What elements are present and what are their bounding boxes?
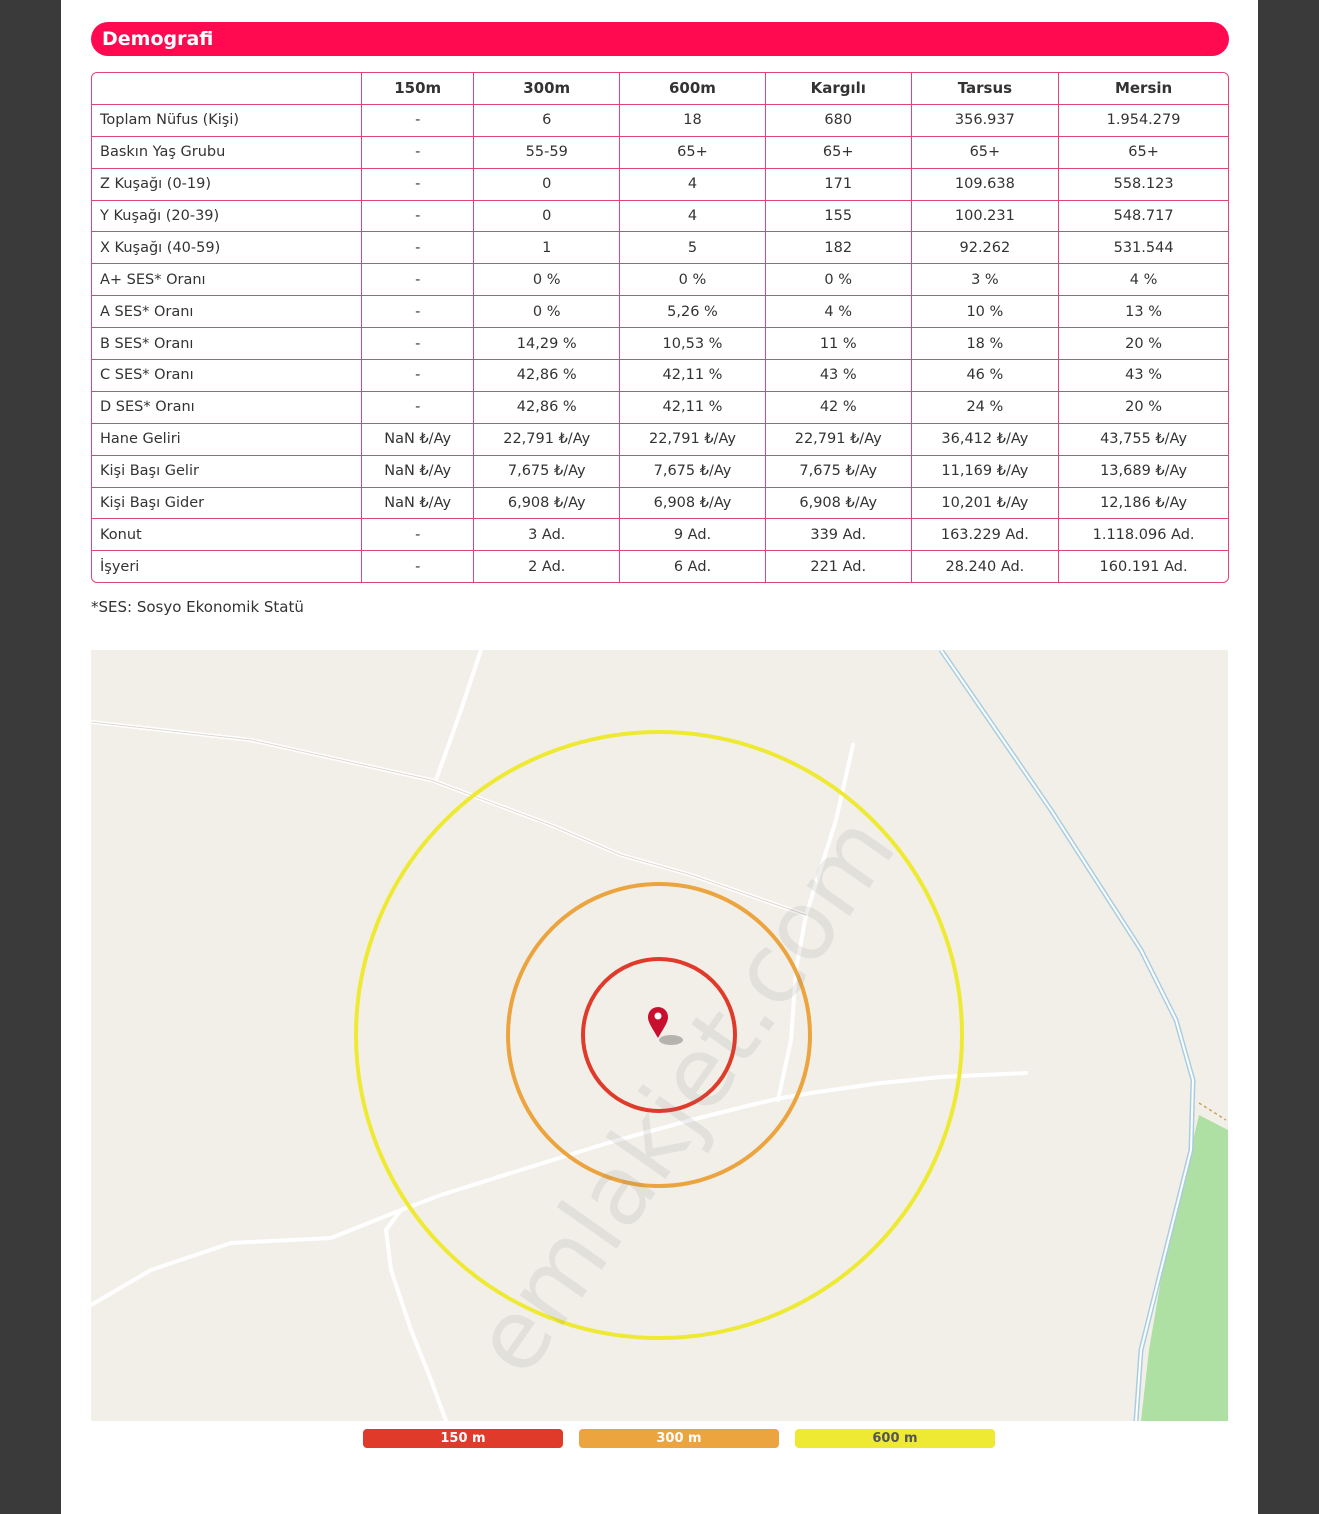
column-header-150m: 150m: [362, 73, 474, 105]
table-row: [92, 360, 1228, 392]
table-cell: 0 %: [474, 264, 620, 296]
table-cell: 65+: [1059, 137, 1228, 169]
table-cell: 65+: [766, 137, 912, 169]
table-cell: 680: [766, 105, 912, 137]
table-cell: 3 %: [912, 264, 1060, 296]
table-cell: -: [362, 232, 474, 264]
table-cell: 171: [766, 169, 912, 201]
table-cell: NaN ₺/Ay: [362, 488, 474, 520]
table-cell: NaN ₺/Ay: [362, 424, 474, 456]
table-cell: 356.937: [912, 105, 1060, 137]
table-row: [92, 232, 1228, 264]
map-canvas: [91, 650, 1228, 1421]
table-cell: 10,201 ₺/Ay: [912, 488, 1060, 520]
table-cell: 11 %: [766, 328, 912, 360]
radius-map[interactable]: [91, 650, 1228, 1421]
row-label: Kişi Başı Gelir: [92, 456, 362, 488]
table-cell: 14,29 %: [474, 328, 620, 360]
table-cell: 43 %: [1059, 360, 1228, 392]
table-row: [92, 328, 1228, 360]
row-label: Baskın Yaş Grubu: [92, 137, 362, 169]
table-cell: 10,53 %: [620, 328, 766, 360]
table-cell: 6,908 ₺/Ay: [474, 488, 620, 520]
column-header-mersin: Mersin: [1059, 73, 1228, 105]
table-cell: -: [362, 105, 474, 137]
table-row: [92, 519, 1228, 551]
table-cell: 13 %: [1059, 296, 1228, 328]
table-cell: -: [362, 360, 474, 392]
table-row: [92, 137, 1228, 169]
canal-line: [941, 650, 1193, 1421]
table-cell: 43,755 ₺/Ay: [1059, 424, 1228, 456]
table-cell: 22,791 ₺/Ay: [766, 424, 912, 456]
table-cell: 0 %: [766, 264, 912, 296]
table-cell: 6,908 ₺/Ay: [620, 488, 766, 520]
table-cell: 155: [766, 201, 912, 233]
table-cell: 46 %: [912, 360, 1060, 392]
table-row: [92, 169, 1228, 201]
column-header-300m: 300m: [474, 73, 620, 105]
table-cell: -: [362, 328, 474, 360]
roads: [91, 650, 1026, 1421]
table-cell: 12,186 ₺/Ay: [1059, 488, 1228, 520]
table-cell: 6: [474, 105, 620, 137]
table-cell: 42,11 %: [620, 360, 766, 392]
table-cell: 24 %: [912, 392, 1060, 424]
table-cell: 22,791 ₺/Ay: [474, 424, 620, 456]
table-cell: 36,412 ₺/Ay: [912, 424, 1060, 456]
table-row: [92, 201, 1228, 233]
table-cell: 0 %: [474, 296, 620, 328]
table-cell: 5: [620, 232, 766, 264]
row-label: İşyeri: [92, 551, 362, 582]
table-cell: 4: [620, 201, 766, 233]
table-row: [92, 456, 1228, 488]
table-cell: 100.231: [912, 201, 1060, 233]
row-label: C SES* Oranı: [92, 360, 362, 392]
legend-150m: 150 m: [363, 1429, 563, 1448]
table-cell: 221 Ad.: [766, 551, 912, 582]
column-header-kargili: Kargılı: [766, 73, 912, 105]
column-header-empty: [92, 73, 362, 105]
row-label: X Kuşağı (40-59): [92, 232, 362, 264]
table-cell: -: [362, 296, 474, 328]
table-cell: -: [362, 551, 474, 582]
table-cell: 13,689 ₺/Ay: [1059, 456, 1228, 488]
table-cell: -: [362, 519, 474, 551]
table-cell: 531.544: [1059, 232, 1228, 264]
table-cell: -: [362, 137, 474, 169]
demographics-table: [91, 72, 1229, 583]
table-row: [92, 392, 1228, 424]
row-label: Toplam Nüfus (Kişi): [92, 105, 362, 137]
table-cell: 0: [474, 169, 620, 201]
park-area: [1141, 1115, 1228, 1421]
table-cell: 4 %: [1059, 264, 1228, 296]
table-cell: 20 %: [1059, 392, 1228, 424]
table-cell: -: [362, 169, 474, 201]
row-label: B SES* Oranı: [92, 328, 362, 360]
table-header-row: [92, 73, 1228, 105]
table-cell: 7,675 ₺/Ay: [766, 456, 912, 488]
table-cell: NaN ₺/Ay: [362, 456, 474, 488]
table-cell: 182: [766, 232, 912, 264]
table-cell: 6,908 ₺/Ay: [766, 488, 912, 520]
table-row: [92, 264, 1228, 296]
table-cell: 9 Ad.: [620, 519, 766, 551]
row-label: Z Kuşağı (0-19): [92, 169, 362, 201]
table-cell: 160.191 Ad.: [1099, 558, 1188, 575]
row-label: Y Kuşağı (20-39): [92, 201, 362, 233]
table-cell: 1: [474, 232, 620, 264]
table-cell: 42,86 %: [474, 360, 620, 392]
table-cell: 20 %: [1059, 328, 1228, 360]
section-title-demografi: Demografi: [91, 22, 1229, 56]
table-cell: 42,86 %: [474, 392, 620, 424]
row-label: Konut: [92, 519, 362, 551]
watermark-text: emlakjet.com: [451, 795, 918, 1395]
table-cell: 10 %: [912, 296, 1060, 328]
table-row: [92, 296, 1228, 328]
table-cell: 7,675 ₺/Ay: [474, 456, 620, 488]
table-cell: 28.240 Ad.: [912, 551, 1060, 582]
table-cell: 65+: [620, 137, 766, 169]
table-row: [92, 424, 1228, 456]
ses-footnote: *SES: Sosyo Ekonomik Statü: [91, 598, 304, 616]
table-cell: 1.118.096 Ad.: [1059, 519, 1228, 551]
table-cell: 4 %: [766, 296, 912, 328]
table-cell: 109.638: [912, 169, 1060, 201]
row-label: Hane Geliri: [92, 424, 362, 456]
table-cell: 3 Ad.: [474, 519, 620, 551]
table-row: [92, 551, 1228, 582]
table-cell: 558.123: [1059, 169, 1228, 201]
table-cell: 0 %: [620, 264, 766, 296]
table-cell: 548.717: [1059, 201, 1228, 233]
location-marker-icon: [648, 1007, 683, 1045]
row-label: D SES* Oranı: [92, 392, 362, 424]
column-header-tarsus: Tarsus: [912, 73, 1060, 105]
row-label: Kişi Başı Gider: [92, 488, 362, 520]
table-cell: 4: [620, 169, 766, 201]
table-cell: 163.229 Ad.: [912, 519, 1060, 551]
table-cell: -: [362, 264, 474, 296]
table-cell: -: [362, 392, 474, 424]
table-cell: 65+: [912, 137, 1060, 169]
table-cell: 7,675 ₺/Ay: [620, 456, 766, 488]
table-cell: 18 %: [912, 328, 1060, 360]
table-cell: 55-59: [474, 137, 620, 169]
table-cell: -: [362, 201, 474, 233]
table-row: [92, 488, 1228, 520]
table-cell: 42,11 %: [620, 392, 766, 424]
legend-300m: 300 m: [579, 1429, 779, 1448]
table-cell: 18: [620, 105, 766, 137]
table-cell: 6 Ad.: [620, 551, 766, 582]
column-header-600m: 600m: [620, 73, 766, 105]
table-cell: 11,169 ₺/Ay: [912, 456, 1060, 488]
table-cell: 43 %: [766, 360, 912, 392]
table-cell: 2 Ad.: [474, 551, 620, 582]
table-cell: 5,26 %: [620, 296, 766, 328]
table-cell: 92.262: [912, 232, 1060, 264]
report-page: [61, 0, 1258, 1514]
table-cell: 1.954.279: [1059, 105, 1228, 137]
row-label: A+ SES* Oranı: [92, 264, 362, 296]
row-label: A SES* Oranı: [92, 296, 362, 328]
legend-600m: 600 m: [795, 1429, 995, 1448]
table-row: [92, 105, 1228, 137]
table-cell: 0: [474, 201, 620, 233]
table-cell: 42 %: [766, 392, 912, 424]
table-cell: 339 Ad.: [766, 519, 912, 551]
table-cell: 22,791 ₺/Ay: [620, 424, 766, 456]
